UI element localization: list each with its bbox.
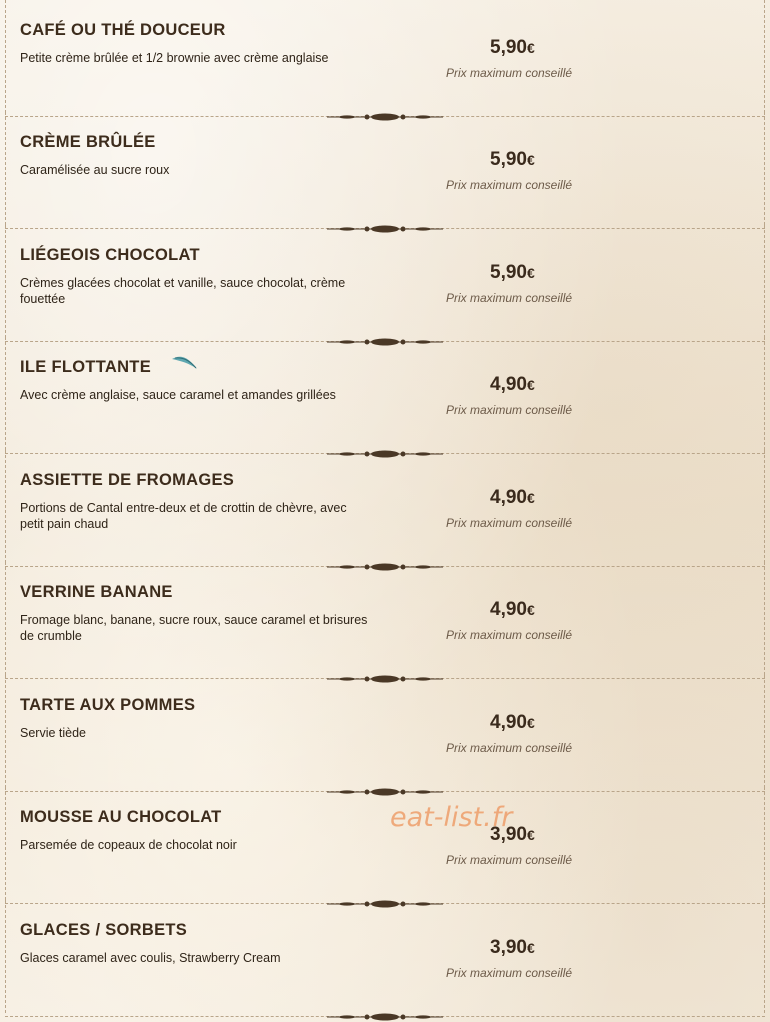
item-name: CAFÉ OU THÉ DOUCEUR — [20, 21, 226, 39]
item-name: MOUSSE AU CHOCOLAT — [20, 808, 222, 826]
menu-item — [5, 675, 765, 788]
feather-icon — [171, 353, 199, 373]
price-value: 5,90 — [490, 262, 527, 283]
item-price — [490, 149, 535, 171]
price-note: Prix maximum conseillé — [446, 178, 573, 192]
price-note: Prix maximum conseillé — [446, 628, 573, 642]
currency-symbol: € — [526, 827, 535, 843]
menu-item — [5, 0, 765, 113]
item-name: VERRINE BANANE — [20, 583, 173, 601]
menu-item — [5, 112, 765, 225]
item-price — [490, 37, 535, 59]
currency-symbol: € — [526, 940, 535, 956]
currency-symbol: € — [526, 715, 535, 731]
price-value: 3,90 — [490, 937, 527, 958]
item-description: Glaces caramel avec coulis, Strawberry Cream — [20, 951, 281, 965]
currency-symbol: € — [526, 152, 535, 168]
menu-item — [5, 900, 765, 1013]
price-value: 5,90 — [490, 37, 527, 58]
item-price — [490, 262, 535, 284]
item-description: Parsemée de copeaux de chocolat noir — [20, 838, 237, 852]
item-description: Petite crème brûlée et 1/2 brownie avec crème anglaise — [20, 51, 329, 65]
menu-item — [5, 787, 765, 900]
item-description: Caramélisée au sucre roux — [20, 163, 170, 177]
currency-symbol: € — [526, 377, 535, 393]
item-description: Avec crème anglaise, sauce caramel et amandes grillées — [20, 388, 336, 402]
price-note: Prix maximum conseillé — [446, 66, 573, 80]
price-note: Prix maximum conseillé — [446, 966, 573, 980]
item-price — [490, 712, 535, 734]
item-name: GLACES / SORBETS — [20, 921, 188, 939]
item-description: Portions de Cantal entre-deux et de crottin de chèvre, avec petit pain chaud — [20, 501, 347, 531]
item-description: Crèmes glacées chocolat et vanille, sauce chocolat, crème fouettée — [20, 276, 346, 306]
item-name: ILE FLOTTANTE — [20, 358, 151, 376]
price-value: 4,90 — [490, 712, 527, 733]
item-name: TARTE AUX POMMES — [20, 696, 196, 714]
item-price — [490, 487, 535, 509]
price-note: Prix maximum conseillé — [446, 853, 573, 867]
item-price — [490, 599, 535, 621]
price-value: 4,90 — [490, 374, 527, 395]
price-note: Prix maximum conseillé — [446, 403, 573, 417]
watermark: eat-list.fr — [390, 802, 513, 833]
divider — [5, 1016, 765, 1022]
menu-item — [5, 337, 765, 450]
menu-item — [5, 450, 765, 563]
price-value: 3,90 — [490, 824, 527, 845]
currency-symbol: € — [526, 602, 535, 618]
item-description: Fromage blanc, banane, sucre roux, sauce caramel et brisures de crumble — [20, 613, 368, 643]
currency-symbol: € — [526, 490, 535, 506]
currency-symbol: € — [526, 265, 535, 281]
price-value: 4,90 — [490, 599, 527, 620]
ornament-icon — [327, 1012, 443, 1022]
price-note: Prix maximum conseillé — [446, 516, 573, 530]
price-value: 5,90 — [490, 149, 527, 170]
item-price — [490, 937, 535, 959]
item-price — [490, 374, 535, 396]
item-name: CRÈME BRÛLÉE — [20, 133, 156, 151]
price-value: 4,90 — [490, 487, 527, 508]
price-note: Prix maximum conseillé — [446, 741, 573, 755]
currency-symbol: € — [526, 40, 535, 56]
item-name: LIÉGEOIS CHOCOLAT — [20, 246, 200, 264]
item-name: ASSIETTE DE FROMAGES — [20, 471, 235, 489]
item-description: Servie tiède — [20, 726, 87, 740]
menu-item — [5, 562, 765, 675]
menu-item — [5, 225, 765, 338]
price-note: Prix maximum conseillé — [446, 291, 573, 305]
